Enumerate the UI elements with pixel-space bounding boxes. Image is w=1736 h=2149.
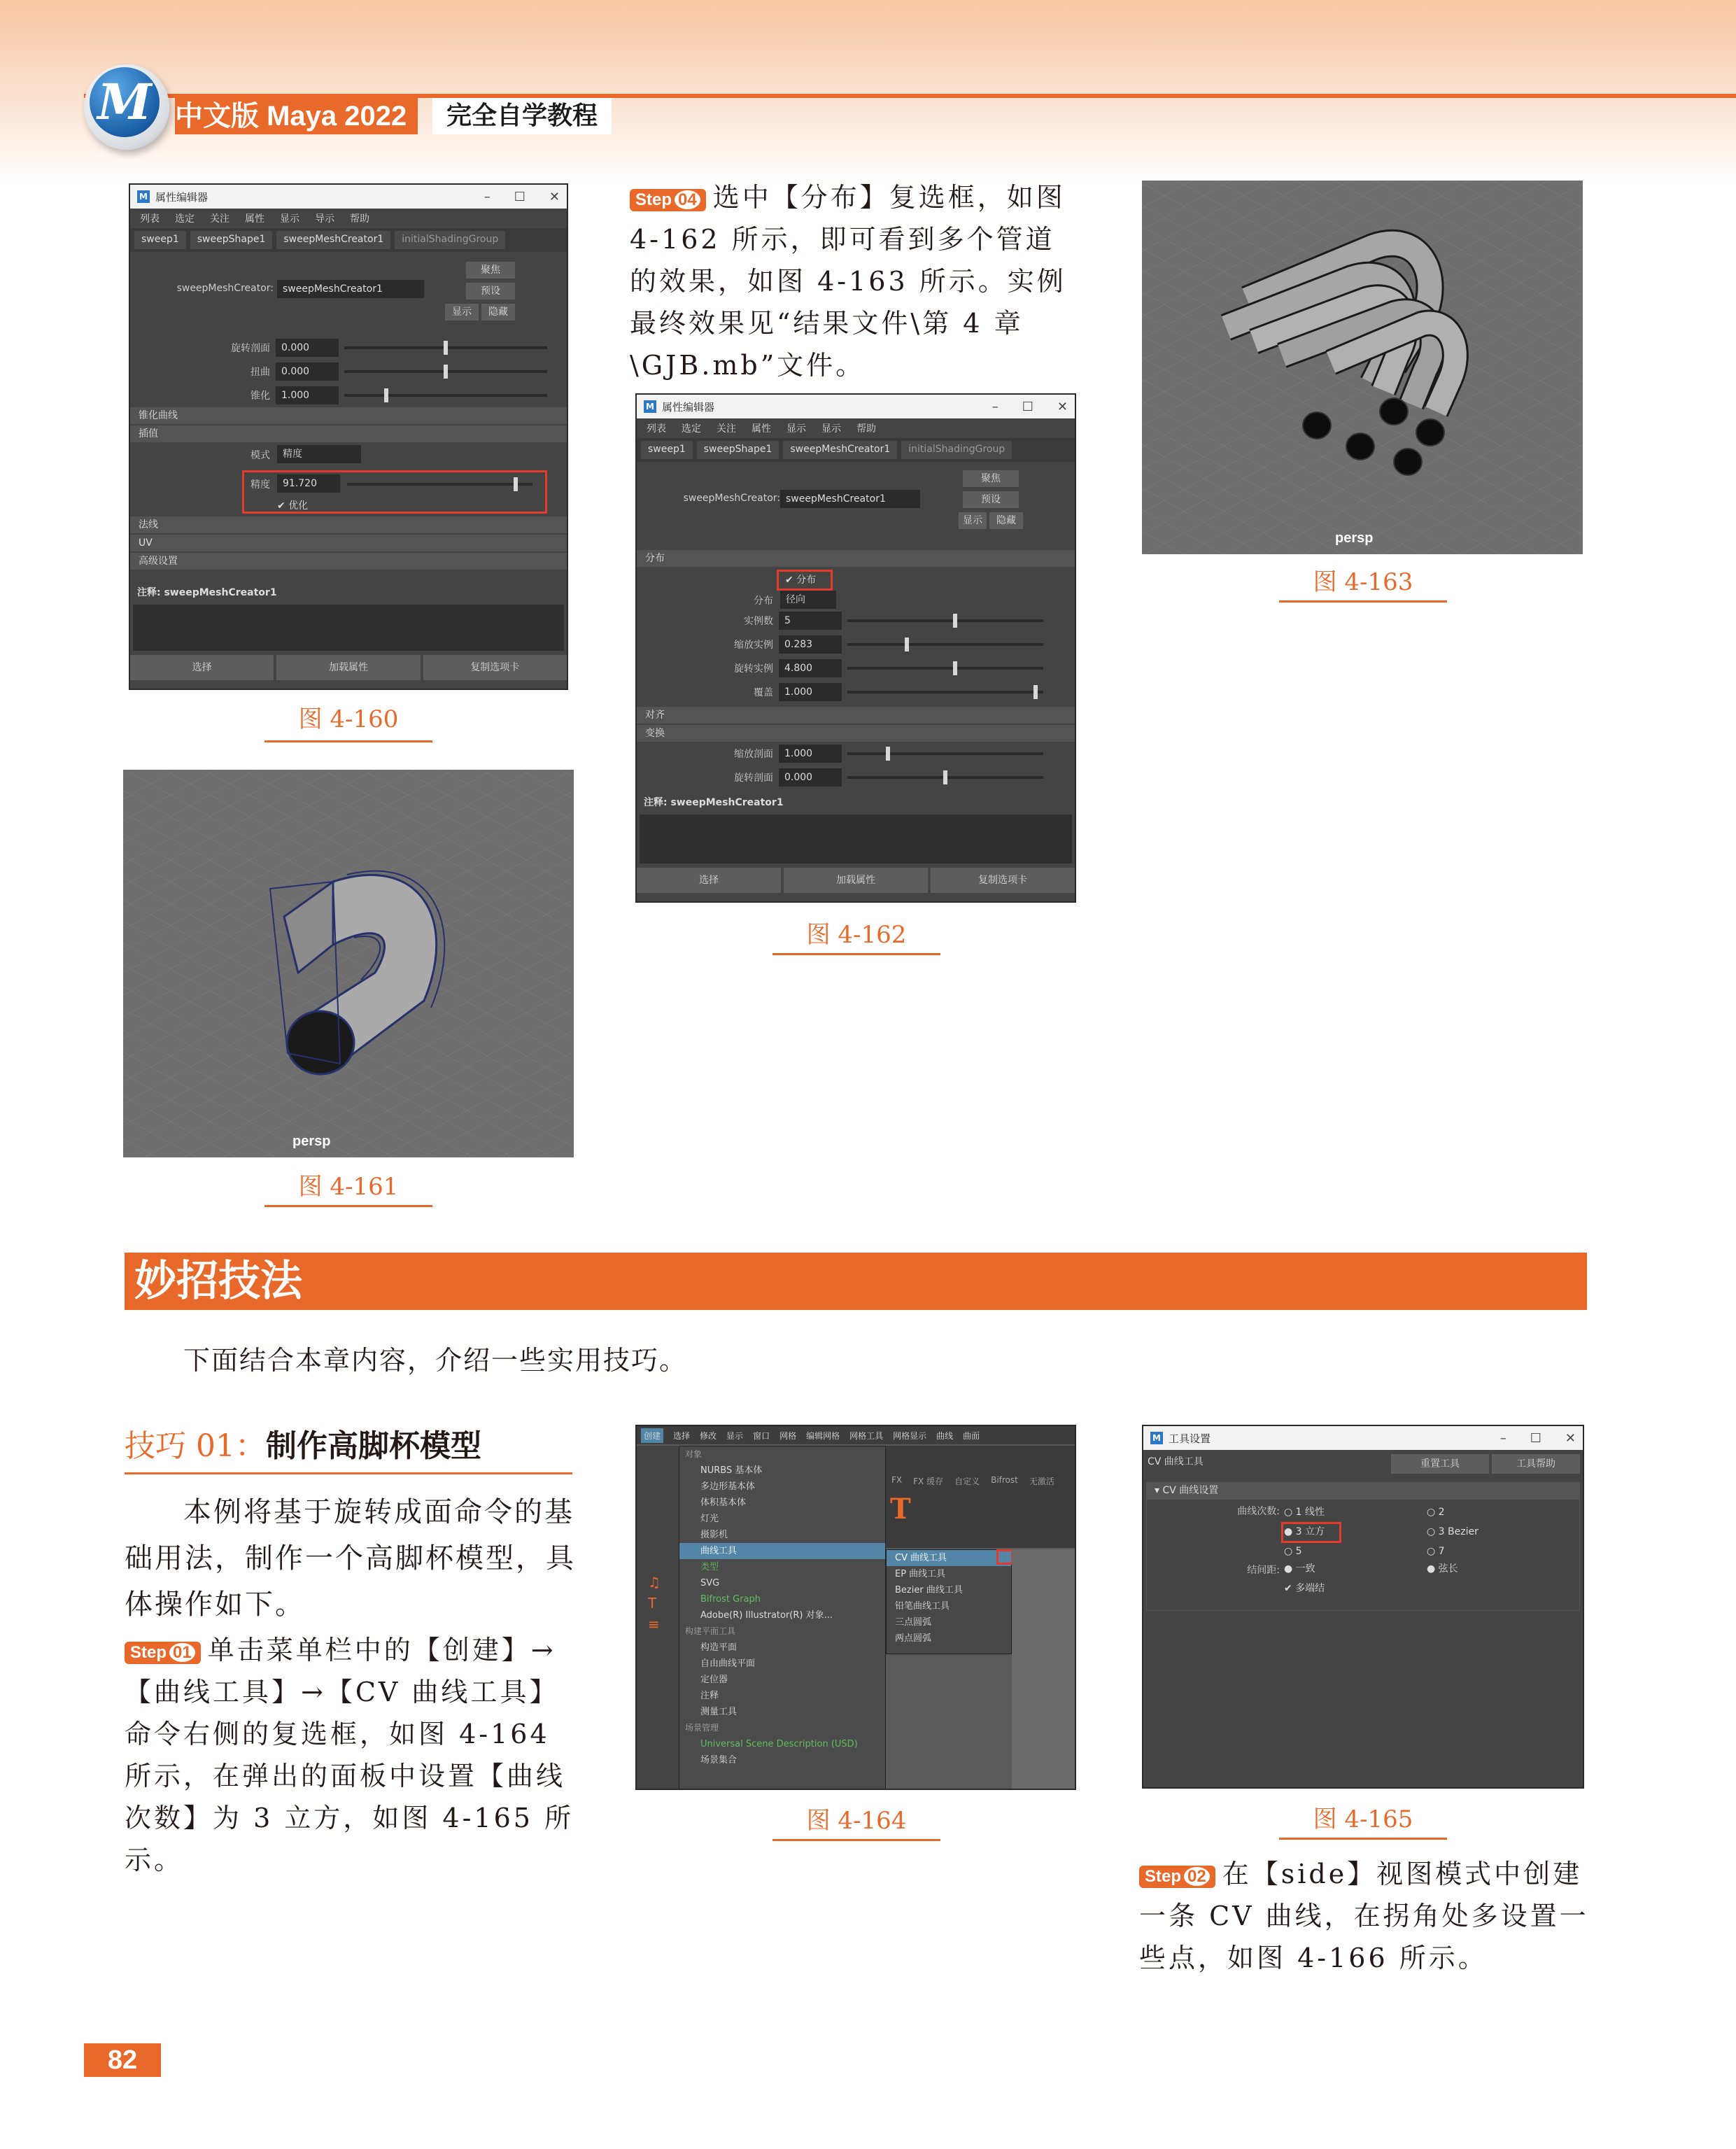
- menu-item[interactable]: 摄影机: [700, 1530, 728, 1540]
- shelf-tab[interactable]: 无激活: [1029, 1477, 1054, 1486]
- slider-handle[interactable]: [1033, 685, 1038, 699]
- section-distribution[interactable]: 分布: [637, 550, 1075, 567]
- attribute-field[interactable]: 1.000: [779, 683, 842, 701]
- tip-title: 制作高脚杯模型: [265, 1428, 481, 1464]
- fig163-viewport: [1142, 181, 1583, 554]
- hide-button[interactable]: 隐藏: [989, 512, 1023, 529]
- maximize-icon[interactable]: ☐: [1022, 399, 1033, 414]
- highlight-box: [1281, 1522, 1341, 1543]
- attribute-field[interactable]: 0.000: [276, 362, 339, 381]
- step01-text: 单击菜单栏中的【创建】→【曲线工具】→【CV 曲线工具】命令右侧的复选框，如图 4-164 所示，在弹出的面板中设置【曲线次数】为 3 立方，如图 4-165 所示。: [125, 1635, 574, 1875]
- maya-icon: M: [644, 400, 656, 413]
- menu-item[interactable]: 定位器: [700, 1675, 728, 1685]
- load-attributes-button[interactable]: 加载属性: [784, 868, 928, 893]
- minimize-icon[interactable]: –: [992, 399, 998, 414]
- attribute-field[interactable]: 0.000: [779, 768, 842, 787]
- copy-tab-button[interactable]: 复制选项卡: [931, 868, 1075, 893]
- menu-item[interactable]: Universal Scene Description (USD): [700, 1739, 858, 1749]
- degree-radio[interactable]: ○ 3 Bezier: [1427, 1526, 1479, 1537]
- node-label: sweepMeshCreator:: [683, 493, 780, 504]
- top-menu-item[interactable]: 选择: [673, 1430, 691, 1441]
- bottom-buttons: [637, 868, 1075, 893]
- presets-button[interactable]: 预设: [963, 491, 1019, 508]
- figure-caption: 图 4-165: [1313, 1805, 1413, 1833]
- attribute-row: [644, 742, 1075, 766]
- main-menu-bar[interactable]: [637, 1426, 1075, 1444]
- step-badge-label: Step: [1145, 1866, 1182, 1886]
- view-label: persp: [1335, 530, 1374, 546]
- attribute-row: [644, 766, 1075, 789]
- submenu-item[interactable]: 三点圆弧: [895, 1617, 932, 1628]
- step-badge-label: Step: [130, 1642, 167, 1662]
- menu-item[interactable]: 曲线工具: [679, 1543, 885, 1559]
- slider-handle[interactable]: [905, 637, 909, 651]
- load-attributes-button[interactable]: 加载属性: [276, 655, 420, 680]
- caption-rule: [772, 1839, 940, 1841]
- viewport-scene: [1142, 181, 1583, 554]
- distribution-checkbox[interactable]: ✔ 分布: [785, 575, 817, 586]
- tip-heading-rule: [125, 1472, 572, 1474]
- menu-item[interactable]: 类型: [700, 1562, 719, 1572]
- node-header: [637, 462, 1075, 546]
- attribute-slider[interactable]: [344, 346, 547, 349]
- create-dropdown-menu[interactable]: [679, 1446, 886, 1790]
- attribute-field[interactable]: 4.800: [779, 659, 842, 677]
- menu-item[interactable]: Adobe(R) Illustrator(R) 对象...: [700, 1610, 833, 1621]
- shelf-tab[interactable]: 自定义: [954, 1477, 980, 1486]
- section-advanced[interactable]: 高级设置: [130, 553, 567, 570]
- tab-sweep1[interactable]: sweep1: [134, 231, 186, 249]
- top-menu-item[interactable]: 网格: [779, 1430, 797, 1441]
- attribute-slider[interactable]: [847, 667, 1043, 670]
- maximize-icon[interactable]: ☐: [1530, 1430, 1541, 1446]
- attribute-slider[interactable]: [847, 643, 1043, 646]
- text-tool-icon[interactable]: T: [890, 1493, 911, 1526]
- attribute-row: [137, 383, 567, 407]
- slider-handle[interactable]: [943, 770, 947, 784]
- show-button[interactable]: 显示: [445, 304, 479, 320]
- bottom-buttons: [130, 655, 567, 680]
- window-title: 工具设置: [1169, 1432, 1211, 1445]
- slider-handle[interactable]: [514, 477, 518, 491]
- slider-handle[interactable]: [384, 388, 388, 402]
- step-badge: [1139, 1866, 1215, 1888]
- tip-number: 技巧 01：: [125, 1428, 266, 1464]
- viewport-scene: [123, 770, 574, 1157]
- notes-label: 注释: sweepMeshCreator1: [137, 587, 277, 598]
- maya-icon: M: [1150, 1432, 1163, 1444]
- caption-rule: [264, 1205, 432, 1207]
- attribute-rows: [130, 336, 567, 407]
- caption-rule: [1279, 1838, 1447, 1840]
- figure-caption: 图 4-160: [298, 705, 399, 733]
- cv-settings-group: [1146, 1499, 1580, 1611]
- top-menu-item[interactable]: 修改: [700, 1430, 717, 1441]
- step02-text: 在【side】视图模式中创建一条 CV 曲线，在拐角处多设置一些点，如图 4-166 所示。: [1139, 1859, 1589, 1973]
- tool-help-button[interactable]: 工具帮助: [1492, 1454, 1580, 1474]
- step04-text: 选中【分布】复选框，如图 4-162 所示，即可看到多个管道的效果，如图 4-163 所示。实例最终效果见“结果文件\第 4 章\GJB.mb”文件。: [630, 182, 1066, 381]
- knot-uniform-radio[interactable]: ● 一致: [1284, 1563, 1315, 1574]
- degree-label: 曲线次数:: [1237, 1506, 1280, 1517]
- slider-handle[interactable]: [953, 614, 957, 628]
- menu-item[interactable]: 帮助: [350, 213, 369, 225]
- menu-item: 对象: [685, 1449, 703, 1459]
- mode-label: 模式: [250, 450, 270, 461]
- menu-item[interactable]: 导示: [315, 213, 334, 225]
- menu-item[interactable]: 显示: [821, 423, 841, 435]
- tab-sweepMeshCreator1[interactable]: sweepMeshCreator1: [783, 441, 897, 459]
- mode-dropdown[interactable]: 精度: [277, 445, 361, 463]
- submenu-item[interactable]: CV 曲线工具: [887, 1550, 1011, 1566]
- section-align[interactable]: 对齐: [637, 707, 1075, 724]
- multiple-end-knots-checkbox[interactable]: ✔ 多端结: [1284, 1583, 1325, 1594]
- attribute-label: 旋转剖面: [231, 343, 270, 354]
- attribute-label: 缩放实例: [734, 640, 773, 651]
- slider-handle[interactable]: [886, 747, 890, 761]
- intro-paragraph: 下面结合本章内容，介绍一些实用技巧。: [183, 1345, 688, 1376]
- view-label: persp: [292, 1134, 331, 1149]
- focus-button[interactable]: 聚焦: [466, 262, 515, 279]
- tab-sweepMeshCreator1[interactable]: sweepMeshCreator1: [276, 231, 390, 249]
- node-name-field[interactable]: sweepMeshCreator1: [780, 490, 920, 508]
- show-button[interactable]: 显示: [959, 512, 987, 529]
- top-menu-item[interactable]: 曲线: [936, 1430, 954, 1441]
- copy-tab-button[interactable]: 复制选项卡: [423, 655, 567, 680]
- section-banner: [125, 1253, 1587, 1310]
- slider-handle[interactable]: [444, 365, 448, 379]
- menu-item[interactable]: Bifrost Graph: [700, 1594, 761, 1605]
- menu-item[interactable]: 注释: [700, 1691, 719, 1701]
- shelf-area: [886, 1446, 1076, 1548]
- distribution-group: [637, 567, 1075, 609]
- step04-paragraph: [630, 176, 1081, 386]
- section-title: 妙招技法: [134, 1257, 302, 1306]
- minimize-icon[interactable]: –: [1499, 1430, 1506, 1446]
- step-badge-number: 01: [169, 1643, 195, 1662]
- figure-caption: 图 4-164: [806, 1807, 907, 1835]
- left-toolbar: [637, 1446, 679, 1790]
- notes-label: 注释: sweepMeshCreator1: [644, 797, 784, 808]
- shelf-tab[interactable]: FX 缓存: [913, 1477, 944, 1486]
- tool-header: [1143, 1450, 1583, 1478]
- top-menu-item[interactable]: 窗口: [753, 1430, 770, 1441]
- menu-item[interactable]: 关注: [210, 213, 230, 225]
- attribute-row: [137, 360, 567, 383]
- maximize-icon[interactable]: ☐: [514, 189, 525, 204]
- page-number: 82: [84, 2043, 161, 2077]
- attribute-slider[interactable]: [344, 370, 547, 373]
- step-badge: [125, 1642, 201, 1664]
- attribute-row: [644, 609, 1075, 633]
- attribute-slider[interactable]: [344, 394, 547, 397]
- node-label: sweepMeshCreator:: [176, 283, 274, 294]
- submenu-item[interactable]: EP 曲线工具: [895, 1569, 946, 1579]
- window-title: 属性编辑器: [155, 190, 209, 204]
- attribute-label: 旋转实例: [734, 663, 773, 675]
- menu-bar[interactable]: [130, 209, 567, 228]
- fig164-create-menu: [635, 1425, 1076, 1790]
- attribute-slider[interactable]: [847, 619, 1043, 622]
- node-header: [130, 252, 567, 336]
- caption-rule: [772, 953, 940, 955]
- attribute-label: 扭曲: [250, 367, 270, 378]
- window-title: 属性编辑器: [662, 400, 715, 414]
- attribute-field[interactable]: 5: [779, 612, 842, 630]
- menu-item[interactable]: 属性: [245, 213, 264, 225]
- attribute-slider[interactable]: [847, 752, 1043, 755]
- tool-name: CV 曲线工具: [1148, 1456, 1204, 1467]
- multiple-end-knots-label: 多端结: [1295, 1583, 1325, 1594]
- top-menu-item[interactable]: 网格显示: [893, 1430, 927, 1441]
- step01-paragraph: [125, 1629, 578, 1881]
- curve-tools-submenu[interactable]: [886, 1549, 1012, 1654]
- page-header-band: [0, 0, 1736, 183]
- presets-button[interactable]: 预设: [466, 283, 515, 300]
- menu-item[interactable]: 构造平面: [700, 1642, 738, 1653]
- degree-radio[interactable]: ○ 1 线性: [1284, 1507, 1325, 1518]
- distribution-label: 分布: [754, 596, 773, 607]
- notes-field[interactable]: [640, 815, 1072, 864]
- node-tabs[interactable]: [130, 228, 567, 252]
- knot-chord-radio[interactable]: ● 弦长: [1427, 1563, 1458, 1574]
- shelf-tabs[interactable]: [886, 1470, 1076, 1493]
- knot-spacing-label: 结间距:: [1247, 1565, 1280, 1576]
- transform-rows: [637, 742, 1075, 789]
- attribute-label: 旋转剖面: [734, 773, 773, 784]
- section-cv-settings[interactable]: ▾ CV 曲线设置: [1146, 1482, 1580, 1499]
- fig161-viewport: [123, 770, 574, 1157]
- close-icon[interactable]: ✕: [1565, 1430, 1576, 1446]
- figure-caption: 图 4-163: [1313, 568, 1413, 596]
- menu-item[interactable]: NURBS 基本体: [700, 1465, 763, 1476]
- menu-item[interactable]: 关注: [717, 423, 736, 435]
- menu-item[interactable]: 体积基本体: [700, 1498, 747, 1508]
- menu-item[interactable]: 选定: [175, 213, 195, 225]
- section-normals[interactable]: 法线: [130, 516, 567, 533]
- maya-logo-icon: M: [90, 67, 160, 137]
- menu-item[interactable]: 帮助: [856, 423, 876, 435]
- optimize-label: 优化: [288, 500, 309, 512]
- book-subtitle: 完全自学教程: [432, 98, 612, 134]
- precision-field[interactable]: 91.720: [277, 474, 340, 493]
- menu-item[interactable]: 列表: [647, 423, 666, 435]
- knot-uniform-label: 一致: [1295, 1563, 1315, 1574]
- optimize-checkbox[interactable]: ✔ 优化: [277, 500, 309, 512]
- menu-item[interactable]: 多边形基本体: [700, 1481, 756, 1492]
- step02-paragraph: [1139, 1853, 1594, 1979]
- degree-radio[interactable]: ○ 7: [1427, 1546, 1445, 1557]
- window-titlebar: [130, 185, 567, 209]
- precision-label: 精度: [250, 479, 270, 491]
- section-taper-curve[interactable]: 锥化曲线: [130, 407, 567, 424]
- tab-initialShadingGroup[interactable]: initialShadingGroup: [395, 231, 505, 249]
- top-menu-item[interactable]: 显示: [726, 1430, 744, 1441]
- menu-item[interactable]: 属性: [751, 423, 771, 435]
- attribute-field[interactable]: 1.000: [779, 745, 842, 763]
- figure-caption: 图 4-162: [806, 921, 907, 949]
- distribution-dropdown[interactable]: 径向: [780, 591, 836, 609]
- slider-handle[interactable]: [444, 341, 448, 355]
- window-controls[interactable]: [1500, 1431, 1576, 1446]
- menu-item[interactable]: 显示: [280, 213, 299, 225]
- toolbar-icons[interactable]: ♫ T ≡: [648, 1574, 661, 1633]
- fig160-attribute-editor: [129, 183, 568, 690]
- menu-item[interactable]: 显示: [786, 423, 806, 435]
- menu-item[interactable]: 自由曲线平面: [700, 1658, 756, 1669]
- tab-initialShadingGroup[interactable]: initialShadingGroup: [901, 441, 1012, 459]
- interpolation-group: [130, 442, 567, 512]
- caption-rule: [1279, 600, 1447, 603]
- top-menu-item[interactable]: 编辑网格: [806, 1430, 840, 1441]
- attribute-row: [137, 336, 567, 360]
- attribute-slider[interactable]: [847, 776, 1043, 779]
- attribute-field[interactable]: 1.000: [276, 386, 339, 404]
- maya-icon: M: [137, 190, 150, 203]
- step-badge-number: 04: [675, 190, 700, 209]
- menu-item[interactable]: SVG: [700, 1578, 720, 1588]
- menu-item[interactable]: 灯光: [700, 1514, 719, 1524]
- section-uv[interactable]: UV: [130, 535, 567, 551]
- tip-heading: [125, 1421, 481, 1465]
- window-titlebar: [1143, 1426, 1583, 1450]
- tab-sweep1[interactable]: sweep1: [641, 441, 693, 459]
- attribute-row: [644, 656, 1075, 680]
- slider-handle[interactable]: [953, 661, 957, 675]
- close-icon[interactable]: ✕: [1057, 399, 1068, 414]
- top-menu-item[interactable]: 网格工具: [849, 1430, 884, 1441]
- node-tabs[interactable]: [637, 438, 1075, 462]
- menu-item: 场景管理: [685, 1723, 719, 1733]
- attribute-slider[interactable]: [847, 691, 1043, 693]
- fig165-tool-settings: [1142, 1425, 1584, 1789]
- menu-item[interactable]: 选定: [682, 423, 701, 435]
- submenu-item[interactable]: 铅笔曲线工具: [895, 1601, 950, 1612]
- shelf-tab[interactable]: FX: [891, 1475, 903, 1485]
- minimize-icon[interactable]: –: [484, 189, 491, 204]
- attribute-label: 锥化: [250, 390, 270, 402]
- menu-item: 构建平面工具: [685, 1626, 736, 1636]
- step-badge: [630, 189, 706, 211]
- attribute-row: [644, 633, 1075, 656]
- attribute-field[interactable]: 0.283: [779, 635, 842, 654]
- step-badge-label: Step: [635, 190, 672, 209]
- attribute-field[interactable]: 0.000: [276, 339, 339, 357]
- focus-button[interactable]: 聚焦: [963, 470, 1019, 487]
- knot-chord-label: 弦长: [1438, 1563, 1458, 1574]
- attribute-label: 缩放剖面: [734, 749, 773, 760]
- menu-bar[interactable]: [637, 418, 1075, 438]
- fig162-attribute-editor: [635, 393, 1076, 903]
- degree-radio[interactable]: ○ 5: [1284, 1546, 1302, 1557]
- section-transform[interactable]: 变换: [637, 725, 1075, 742]
- window-controls[interactable]: [992, 400, 1068, 414]
- caption-rule: [264, 740, 432, 742]
- attribute-rows: [637, 609, 1075, 704]
- precision-slider[interactable]: [347, 483, 532, 486]
- attribute-row: [644, 680, 1075, 704]
- select-button[interactable]: 选择: [637, 868, 781, 893]
- submenu-item[interactable]: Bezier 曲线工具: [895, 1585, 963, 1595]
- section-label: CV 曲线设置: [1162, 1485, 1219, 1496]
- menu-item[interactable]: 测量工具: [700, 1707, 738, 1717]
- viewport-strip: [1012, 1549, 1076, 1790]
- top-menu-item[interactable]: 创建: [641, 1428, 663, 1443]
- window-titlebar: [637, 395, 1075, 418]
- notes-field[interactable]: [133, 605, 564, 651]
- attribute-label: 覆盖: [754, 687, 773, 698]
- select-button[interactable]: 选择: [130, 655, 274, 680]
- figure-caption: 图 4-161: [298, 1173, 399, 1201]
- menu-item[interactable]: 场景集合: [700, 1755, 738, 1766]
- degree-radio[interactable]: ○ 2: [1427, 1507, 1445, 1518]
- top-menu-item[interactable]: 曲面: [963, 1430, 980, 1441]
- menu-item[interactable]: 列表: [140, 213, 160, 225]
- section-interpolation[interactable]: 插值: [130, 425, 567, 442]
- shelf-tab[interactable]: Bifrost: [991, 1475, 1018, 1485]
- distribution-check-label: 分布: [796, 575, 817, 586]
- highlight-box: [996, 1549, 1013, 1565]
- submenu-item[interactable]: 两点圆弧: [895, 1633, 932, 1644]
- node-name-field[interactable]: sweepMeshCreator1: [277, 280, 424, 298]
- degree-options-right[interactable]: [1427, 1502, 1479, 1561]
- window-controls[interactable]: [484, 190, 560, 204]
- degree-radio[interactable]: ● 3 立方: [1284, 1526, 1325, 1537]
- attribute-label: 实例数: [744, 616, 773, 627]
- tab-sweepShape1[interactable]: sweepShape1: [697, 441, 779, 459]
- close-icon[interactable]: ✕: [549, 189, 560, 204]
- step-badge-number: 02: [1184, 1867, 1210, 1886]
- reset-tool-button[interactable]: 重置工具: [1391, 1454, 1489, 1474]
- tab-sweepShape1[interactable]: sweepShape1: [190, 231, 273, 249]
- tip-body: 本例将基于旋转成面命令的基础用法，制作一个高脚杯模型，具体操作如下。: [125, 1496, 576, 1621]
- hide-button[interactable]: 隐藏: [481, 304, 515, 320]
- book-title: 中文版 Maya 2022: [175, 98, 418, 134]
